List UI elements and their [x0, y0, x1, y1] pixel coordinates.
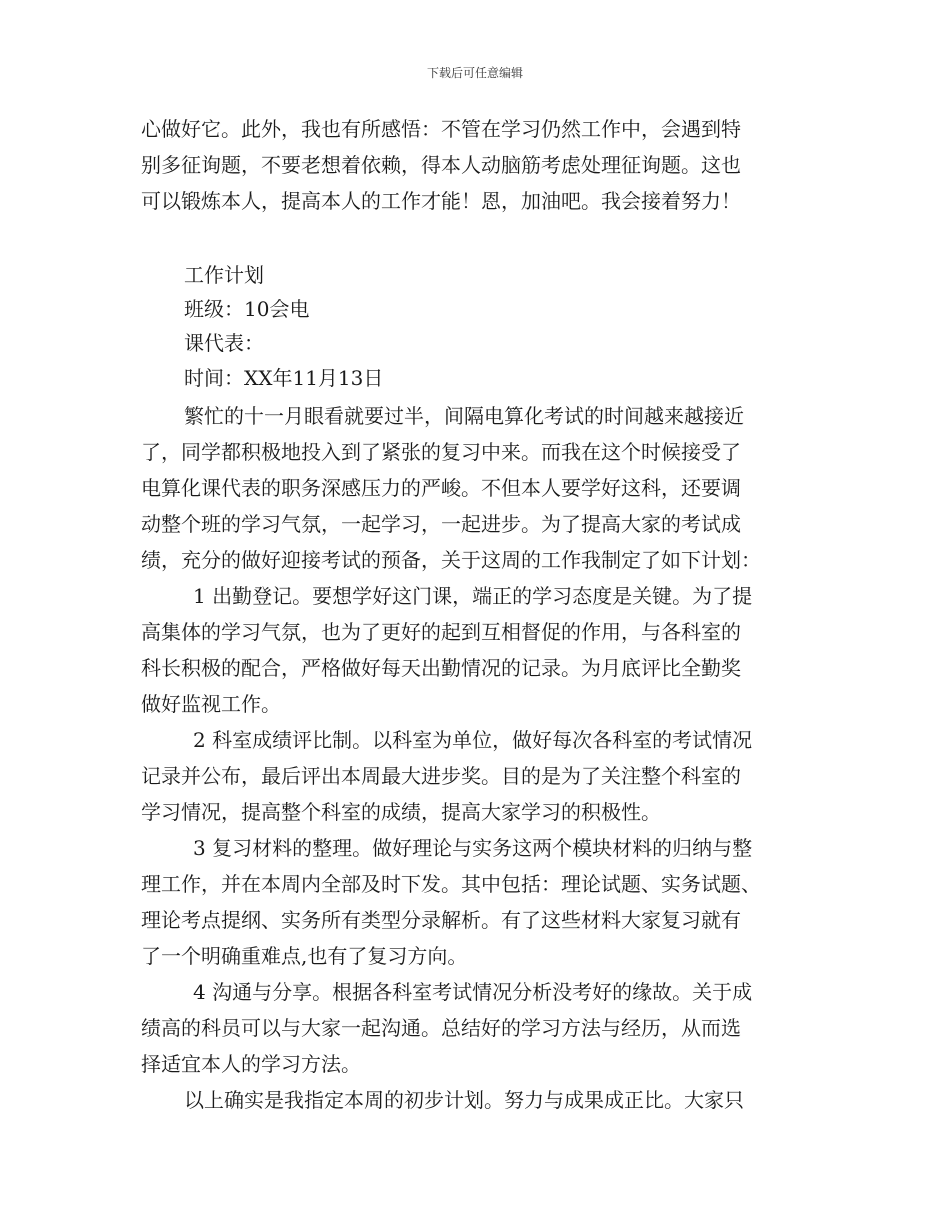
paragraph-line: 记录并公布，最后评出本周最大进步奖。目的是为了关注整个科室的: [141, 764, 741, 788]
intro-line: 心做好它。此外，我也有所感悟：不管在学习仍然工作中，会遇到特: [141, 117, 741, 141]
paragraph-line: 择适宜本人的学习方法。: [141, 1052, 361, 1076]
paragraph-line: 高集体的学习气氛，也为了更好的起到互相督促的作用，与各科室的: [141, 620, 741, 644]
representative-line: 课代表：: [184, 331, 264, 355]
paragraph-line: 了一个明确重难点,也有了复习方向。: [141, 944, 468, 968]
paragraph-line: 2 科室成绩评比制。以科室为单位，做好每次各科室的考试情况: [193, 728, 753, 752]
paragraph-line: 绩，充分的做好迎接考试的预备，关于这周的工作我制定了如下计划：: [141, 548, 761, 572]
paragraph-line: 绩高的科员可以与大家一起沟通。总结好的学习方法与经历，从而选: [141, 1016, 741, 1040]
paragraph-line: 学习情况，提高整个科室的成绩，提高大家学习的积极性。: [141, 800, 661, 824]
intro-line: 可以锻炼本人，提高本人的工作才能！恩，加油吧。我会接着努力！: [141, 189, 741, 213]
paragraph-line: 科长积极的配合，严格做好每天出勤情况的记录。为月底评比全勤奖: [141, 656, 741, 680]
paragraph-line: 1 出勤登记。要想学好这门课，端正的学习态度是关键。为了提: [193, 584, 753, 608]
plan-title: 工作计划: [184, 263, 264, 287]
paragraph-line: 动整个班的学习气氛，一起学习，一起进步。为了提高大家的考试成: [141, 512, 741, 536]
date-line: 时间：XX年11月13日: [184, 366, 384, 390]
class-line: 班级：10会电: [184, 297, 310, 321]
paragraph-line: 以上确实是我指定本周的初步计划。努力与成果成正比。大家只: [184, 1088, 744, 1112]
paragraph-line: 4 沟通与分享。根据各科室考试情况分析没考好的缘故。关于成: [193, 980, 753, 1004]
paragraph-line: 了，同学都积极地投入到了紧张的复习中来。而我在这个时候接受了: [141, 440, 741, 464]
paragraph-line: 3 复习材料的整理。做好理论与实务这两个模块材料的归纳与整: [193, 836, 753, 860]
paragraph-line: 繁忙的十一月眼看就要过半，间隔电算化考试的时间越来越接近: [184, 404, 744, 428]
intro-line: 别多征询题，不要老想着依赖，得本人动脑筋考虑处理征询题。这也: [141, 153, 741, 177]
paragraph-line: 电算化课代表的职务深感压力的严峻。不但本人要学好这科，还要调: [141, 476, 741, 500]
paragraph-line: 理论考点提纲、实务所有类型分录解析。有了这些材料大家复习就有: [141, 908, 741, 932]
page-header: 下载后可任意编辑: [426, 66, 523, 80]
paragraph-line: 做好监视工作。: [141, 692, 281, 716]
paragraph-line: 理工作，并在本周内全部及时下发。其中包括：理论试题、实务试题、: [141, 872, 761, 896]
